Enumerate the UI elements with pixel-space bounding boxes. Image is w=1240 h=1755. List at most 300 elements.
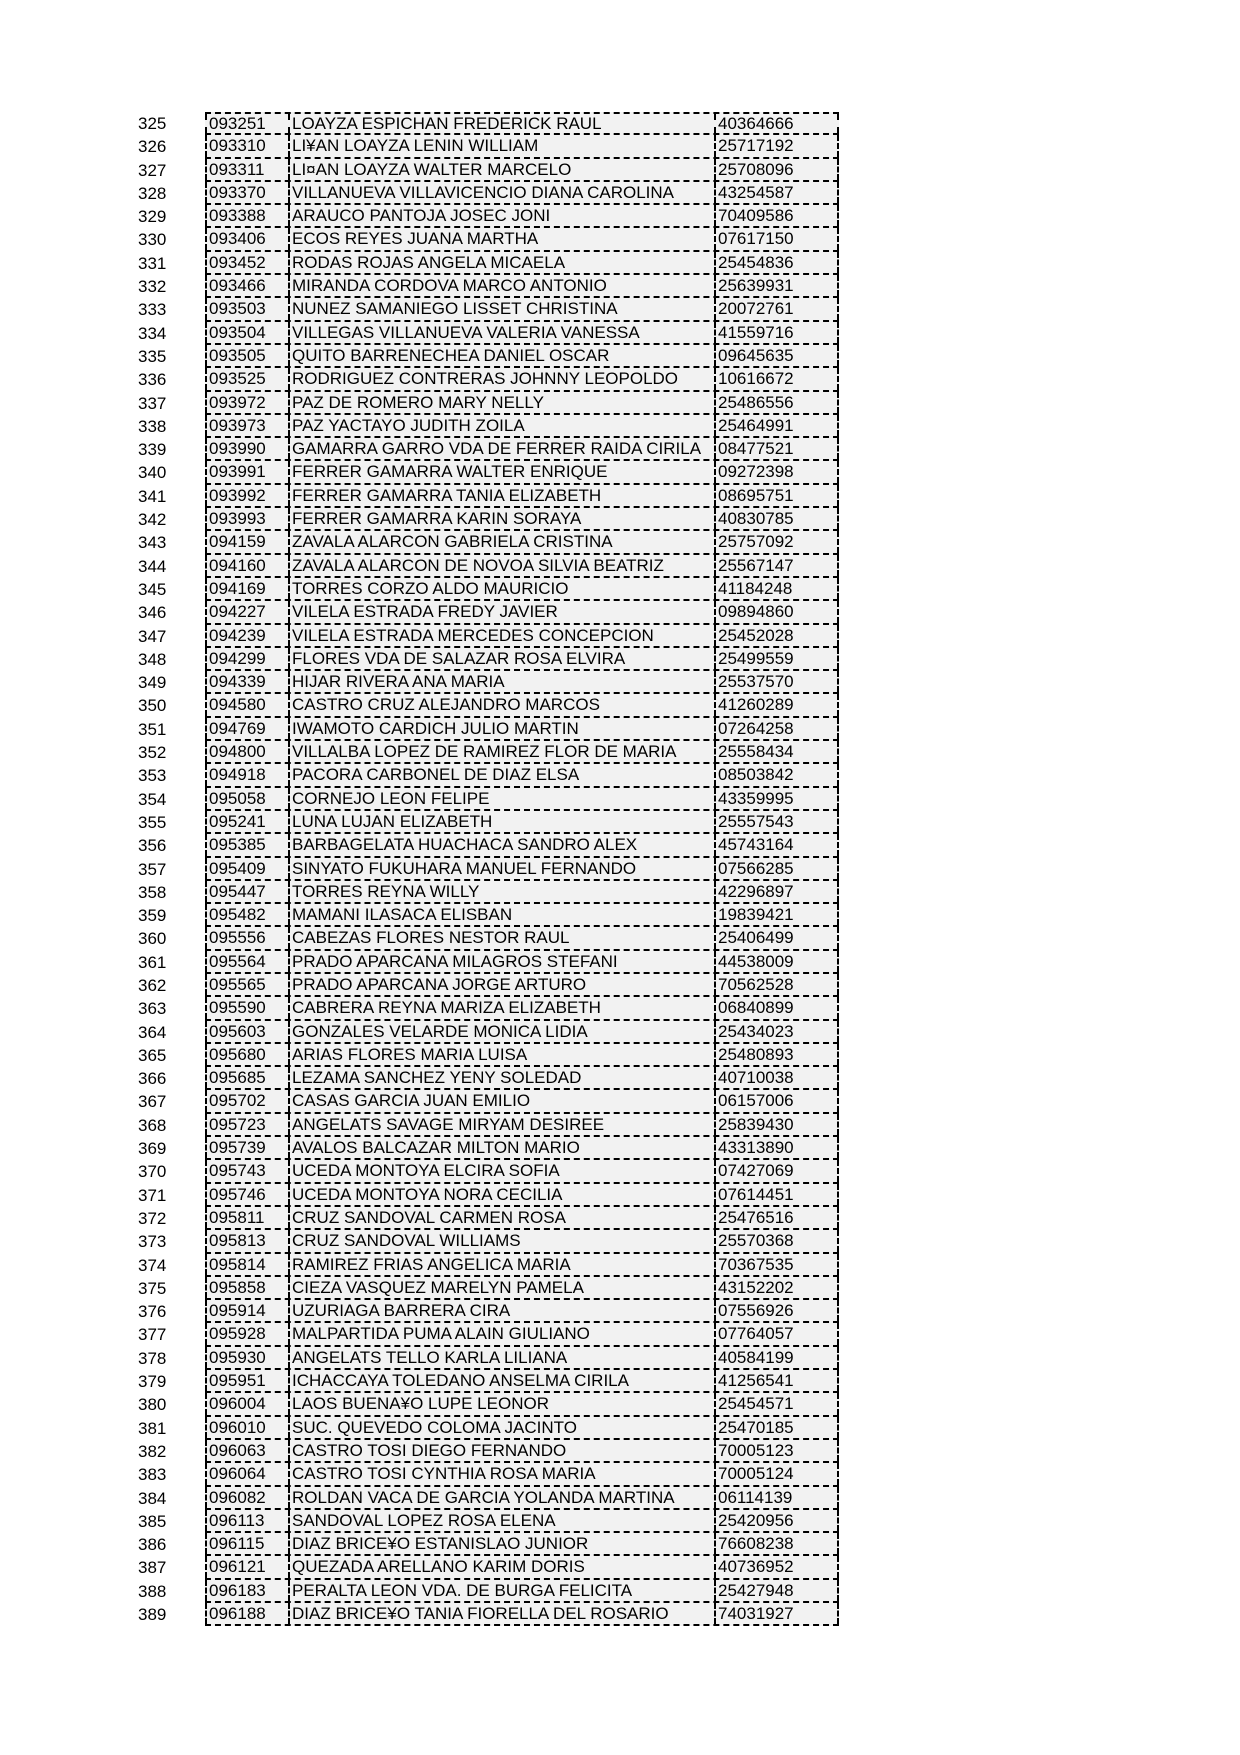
name-cell: TORRES REYNA WILLY (288, 881, 714, 902)
code-cell: 095590 (205, 997, 288, 1018)
row-number: 334 (138, 323, 167, 343)
table-row (0, 228, 1240, 251)
code-cell: 095058 (205, 788, 288, 809)
row-cells (205, 1603, 839, 1626)
code-cell: 096115 (205, 1533, 288, 1554)
table-row (0, 1440, 1240, 1463)
document-number-cell: 44538009 (714, 951, 839, 972)
code-cell: 093251 (205, 114, 288, 133)
row-cells (205, 1463, 839, 1486)
document-number-cell: 25406499 (714, 927, 839, 948)
name-cell: MALPARTIDA PUMA ALAIN GIULIANO (288, 1323, 714, 1344)
code-cell: 095858 (205, 1277, 288, 1298)
name-cell: CORNEJO LEON FELIPE (288, 788, 714, 809)
row-number: 333 (138, 300, 167, 320)
table-row (0, 1137, 1240, 1160)
table-row (0, 811, 1240, 834)
table-row (0, 1044, 1240, 1067)
code-cell: 094239 (205, 625, 288, 646)
document-number-cell: 08503842 (714, 764, 839, 785)
row-number: 378 (138, 1348, 167, 1368)
name-cell: PAZ DE ROMERO MARY NELLY (288, 392, 714, 413)
row-cells (205, 811, 839, 834)
document-number-cell: 70005123 (714, 1440, 839, 1461)
name-cell: UZURIAGA BARRERA CIRA (288, 1300, 714, 1321)
document-number-cell: 41256541 (714, 1370, 839, 1391)
code-cell: 093991 (205, 461, 288, 482)
code-cell: 093993 (205, 508, 288, 529)
code-cell: 096010 (205, 1417, 288, 1438)
table-row (0, 275, 1240, 298)
row-cells (205, 718, 839, 741)
row-number: 381 (138, 1418, 167, 1438)
document-number-cell: 25420956 (714, 1510, 839, 1531)
document-number-cell: 25537570 (714, 671, 839, 692)
document-number-cell: 25434023 (714, 1021, 839, 1042)
row-number: 362 (138, 975, 167, 995)
table-row (0, 345, 1240, 368)
name-cell: MIRANDA CORDOVA MARCO ANTONIO (288, 275, 714, 296)
code-cell: 095482 (205, 904, 288, 925)
code-cell: 093992 (205, 485, 288, 506)
row-number: 348 (138, 649, 167, 669)
row-number: 371 (138, 1185, 167, 1205)
table-row (0, 531, 1240, 554)
row-cells (205, 1300, 839, 1323)
row-cells (205, 345, 839, 368)
code-cell: 094160 (205, 555, 288, 576)
document-number-cell: 06157006 (714, 1090, 839, 1111)
code-cell: 095813 (205, 1230, 288, 1251)
document-number-cell: 25476516 (714, 1207, 839, 1228)
row-number: 367 (138, 1092, 167, 1112)
name-cell: ARIAS FLORES MARIA LUISA (288, 1044, 714, 1065)
code-cell: 093310 (205, 135, 288, 156)
row-cells (205, 974, 839, 997)
code-cell: 094339 (205, 671, 288, 692)
table-row (0, 1556, 1240, 1579)
document-number-cell: 70367535 (714, 1254, 839, 1275)
name-cell: MAMANI ILASACA ELISBAN (288, 904, 714, 925)
code-cell: 093406 (205, 228, 288, 249)
code-cell: 095385 (205, 834, 288, 855)
row-number: 380 (138, 1395, 167, 1415)
document-number-cell: 07556926 (714, 1300, 839, 1321)
row-number: 383 (138, 1465, 167, 1485)
code-cell: 094159 (205, 531, 288, 552)
data-table (0, 112, 1240, 1626)
name-cell: CIEZA VASQUEZ MARELYN PAMELA (288, 1277, 714, 1298)
code-cell: 093388 (205, 205, 288, 226)
row-number: 358 (138, 882, 167, 902)
document-number-cell: 25454836 (714, 252, 839, 273)
row-number: 379 (138, 1372, 167, 1392)
document-number-cell: 25480893 (714, 1044, 839, 1065)
table-row (0, 1393, 1240, 1416)
name-cell: FERRER GAMARRA WALTER ENRIQUE (288, 461, 714, 482)
code-cell: 096064 (205, 1463, 288, 1484)
name-cell: SINYATO FUKUHARA MANUEL FERNANDO (288, 858, 714, 879)
row-number: 332 (138, 277, 167, 297)
document-number-cell: 19839421 (714, 904, 839, 925)
name-cell: PRADO APARCANA MILAGROS STEFANI (288, 951, 714, 972)
document-number-cell: 06114139 (714, 1487, 839, 1508)
document-number-cell: 09645635 (714, 345, 839, 366)
document-number-cell: 25567147 (714, 555, 839, 576)
row-cells (205, 1417, 839, 1440)
row-cells (205, 508, 839, 531)
name-cell: ZAVALA ALARCON DE NOVOA SILVIA BEATRIZ (288, 555, 714, 576)
row-number: 342 (138, 510, 167, 530)
row-number: 366 (138, 1069, 167, 1089)
name-cell: PACORA CARBONEL DE DIAZ ELSA (288, 764, 714, 785)
document-number-cell: 43254587 (714, 182, 839, 203)
table-row (0, 485, 1240, 508)
table-row (0, 159, 1240, 182)
row-cells (205, 997, 839, 1020)
document-number-cell: 70005124 (714, 1463, 839, 1484)
name-cell: CASAS GARCIA JUAN EMILIO (288, 1090, 714, 1111)
document-number-cell: 70562528 (714, 974, 839, 995)
row-cells (205, 275, 839, 298)
code-cell: 095739 (205, 1137, 288, 1158)
row-cells (205, 1207, 839, 1230)
name-cell: CABEZAS FLORES NESTOR RAUL (288, 927, 714, 948)
name-cell: VILLEGAS VILLANUEVA VALERIA VANESSA (288, 322, 714, 343)
code-cell: 096188 (205, 1603, 288, 1624)
table-row (0, 415, 1240, 438)
row-number: 351 (138, 719, 167, 739)
table-row (0, 974, 1240, 997)
document-number-cell: 07566285 (714, 858, 839, 879)
code-cell: 095746 (205, 1184, 288, 1205)
document-number-cell: 07427069 (714, 1160, 839, 1181)
name-cell: HIJAR RIVERA ANA MARIA (288, 671, 714, 692)
code-cell: 095928 (205, 1323, 288, 1344)
name-cell: DIAZ BRICE¥O TANIA FIORELLA DEL ROSARIO (288, 1603, 714, 1624)
table-row (0, 858, 1240, 881)
row-number: 330 (138, 230, 167, 250)
document-number-cell: 43313890 (714, 1137, 839, 1158)
row-cells (205, 531, 839, 554)
document-number-cell: 40584199 (714, 1347, 839, 1368)
table-row (0, 322, 1240, 345)
row-number: 346 (138, 603, 167, 623)
row-number: 368 (138, 1115, 167, 1135)
row-number: 349 (138, 673, 167, 693)
row-cells (205, 1323, 839, 1346)
table-row (0, 718, 1240, 741)
table-row (0, 1487, 1240, 1510)
code-cell: 093503 (205, 298, 288, 319)
document-number-cell: 74031927 (714, 1603, 839, 1624)
table-row (0, 1184, 1240, 1207)
row-cells (205, 741, 839, 764)
row-cells (205, 182, 839, 205)
row-cells (205, 112, 839, 135)
row-cells (205, 298, 839, 321)
row-cells (205, 1580, 839, 1603)
row-number: 352 (138, 743, 167, 763)
table-row (0, 252, 1240, 275)
code-cell: 095241 (205, 811, 288, 832)
row-cells (205, 159, 839, 182)
code-cell: 093466 (205, 275, 288, 296)
row-cells (205, 1556, 839, 1579)
table-row (0, 1067, 1240, 1090)
row-cells (205, 927, 839, 950)
table-row (0, 508, 1240, 531)
row-number: 388 (138, 1581, 167, 1601)
row-number: 386 (138, 1535, 167, 1555)
row-cells (205, 1114, 839, 1137)
row-cells (205, 1487, 839, 1510)
row-number: 365 (138, 1045, 167, 1065)
table-row (0, 1580, 1240, 1603)
table-row (0, 392, 1240, 415)
document-number-cell: 20072761 (714, 298, 839, 319)
row-number: 370 (138, 1162, 167, 1182)
code-cell: 094769 (205, 718, 288, 739)
table-row (0, 834, 1240, 857)
code-cell: 094918 (205, 764, 288, 785)
code-cell: 096063 (205, 1440, 288, 1461)
row-number: 336 (138, 370, 167, 390)
row-cells (205, 1090, 839, 1113)
document-number-cell: 70409586 (714, 205, 839, 226)
document-number-cell: 42296897 (714, 881, 839, 902)
code-cell: 095914 (205, 1300, 288, 1321)
name-cell: QUEZADA ARELLANO KARIM DORIS (288, 1556, 714, 1577)
row-number: 360 (138, 929, 167, 949)
row-cells (205, 1254, 839, 1277)
row-number: 339 (138, 440, 167, 460)
document-number-cell: 41260289 (714, 694, 839, 715)
row-cells (205, 555, 839, 578)
row-number: 345 (138, 579, 167, 599)
name-cell: TORRES CORZO ALDO MAURICIO (288, 578, 714, 599)
name-cell: FERRER GAMARRA KARIN SORAYA (288, 508, 714, 529)
name-cell: CASTRO CRUZ ALEJANDRO MARCOS (288, 694, 714, 715)
row-cells (205, 1044, 839, 1067)
table-row (0, 764, 1240, 787)
name-cell: ARAUCO PANTOJA JOSEC JONI (288, 205, 714, 226)
table-row (0, 461, 1240, 484)
code-cell: 096121 (205, 1556, 288, 1577)
code-cell: 093370 (205, 182, 288, 203)
table-row (0, 1254, 1240, 1277)
name-cell: FLORES VDA DE SALAZAR ROSA ELVIRA (288, 648, 714, 669)
row-number: 338 (138, 416, 167, 436)
row-number: 363 (138, 999, 167, 1019)
row-cells (205, 135, 839, 158)
table-row (0, 788, 1240, 811)
code-cell: 095743 (205, 1160, 288, 1181)
row-number: 374 (138, 1255, 167, 1275)
table-row (0, 555, 1240, 578)
code-cell: 093505 (205, 345, 288, 366)
row-number: 389 (138, 1605, 167, 1624)
row-number: 375 (138, 1278, 167, 1298)
table-row (0, 671, 1240, 694)
name-cell: SANDOVAL LOPEZ ROSA ELENA (288, 1510, 714, 1531)
document-number-cell: 25470185 (714, 1417, 839, 1438)
table-row (0, 578, 1240, 601)
name-cell: FERRER GAMARRA TANIA ELIZABETH (288, 485, 714, 506)
code-cell: 094800 (205, 741, 288, 762)
name-cell: AVALOS BALCAZAR MILTON MARIO (288, 1137, 714, 1158)
row-number: 355 (138, 812, 167, 832)
table-row (0, 1323, 1240, 1346)
document-number-cell: 07614451 (714, 1184, 839, 1205)
code-cell: 096183 (205, 1580, 288, 1601)
document-number-cell: 25639931 (714, 275, 839, 296)
code-cell: 094580 (205, 694, 288, 715)
document-number-cell: 43152202 (714, 1277, 839, 1298)
table-row (0, 1090, 1240, 1113)
document-number-cell: 40830785 (714, 508, 839, 529)
document-number-cell: 40736952 (714, 1556, 839, 1577)
row-cells (205, 1184, 839, 1207)
row-number: 387 (138, 1558, 167, 1578)
name-cell: VILELA ESTRADA MERCEDES CONCEPCION (288, 625, 714, 646)
name-cell: PERALTA LEON VDA. DE BURGA FELICITA (288, 1580, 714, 1601)
document-number-cell: 25486556 (714, 392, 839, 413)
code-cell: 095565 (205, 974, 288, 995)
name-cell: PRADO APARCANA JORGE ARTURO (288, 974, 714, 995)
name-cell: ICHACCAYA TOLEDANO ANSELMA CIRILA (288, 1370, 714, 1391)
code-cell: 093504 (205, 322, 288, 343)
code-cell: 094169 (205, 578, 288, 599)
table-row (0, 927, 1240, 950)
row-cells (205, 764, 839, 787)
table-row (0, 1533, 1240, 1556)
row-number: 337 (138, 393, 167, 413)
row-number: 341 (138, 486, 167, 506)
table-row (0, 625, 1240, 648)
row-number: 331 (138, 253, 167, 273)
code-cell: 095951 (205, 1370, 288, 1391)
code-cell: 093452 (205, 252, 288, 273)
code-cell: 096113 (205, 1510, 288, 1531)
name-cell: CASTRO TOSI DIEGO FERNANDO (288, 1440, 714, 1461)
document-number-cell: 08477521 (714, 438, 839, 459)
code-cell: 093973 (205, 415, 288, 436)
row-number: 382 (138, 1441, 167, 1461)
code-cell: 095556 (205, 927, 288, 948)
table-row (0, 135, 1240, 158)
table-row (0, 694, 1240, 717)
name-cell: UCEDA MONTOYA NORA CECILIA (288, 1184, 714, 1205)
document-number-cell: 43359995 (714, 788, 839, 809)
row-cells (205, 1533, 839, 1556)
row-number: 359 (138, 906, 167, 926)
row-cells (205, 1440, 839, 1463)
table-row (0, 601, 1240, 624)
code-cell: 093972 (205, 392, 288, 413)
document-number-cell: 25757092 (714, 531, 839, 552)
row-number: 353 (138, 766, 167, 786)
code-cell: 095811 (205, 1207, 288, 1228)
name-cell: RAMIREZ FRIAS ANGELICA MARIA (288, 1254, 714, 1275)
name-cell: LI¤AN LOAYZA WALTER MARCELO (288, 159, 714, 180)
table-row (0, 1603, 1240, 1626)
row-cells (205, 671, 839, 694)
table-row (0, 1510, 1240, 1533)
row-number: 356 (138, 836, 167, 856)
row-cells (205, 438, 839, 461)
table-row (0, 1160, 1240, 1183)
row-number: 328 (138, 183, 167, 203)
name-cell: ANGELATS SAVAGE MIRYAM DESIREE (288, 1114, 714, 1135)
code-cell: 095685 (205, 1067, 288, 1088)
document-number-cell: 25557543 (714, 811, 839, 832)
row-number: 361 (138, 952, 167, 972)
row-cells (205, 1021, 839, 1044)
name-cell: RODRIGUEZ CONTRERAS JOHNNY LEOPOLDO (288, 368, 714, 389)
code-cell: 096082 (205, 1487, 288, 1508)
document-number-cell: 06840899 (714, 997, 839, 1018)
row-cells (205, 415, 839, 438)
table-row (0, 298, 1240, 321)
row-cells (205, 205, 839, 228)
row-number: 364 (138, 1022, 167, 1042)
code-cell: 096004 (205, 1393, 288, 1414)
name-cell: ECOS REYES JUANA MARTHA (288, 228, 714, 249)
name-cell: ZAVALA ALARCON GABRIELA CRISTINA (288, 531, 714, 552)
name-cell: VILLANUEVA VILLAVICENCIO DIANA CAROLINA (288, 182, 714, 203)
row-cells (205, 694, 839, 717)
row-cells (205, 951, 839, 974)
table-row (0, 1417, 1240, 1440)
row-number: 340 (138, 463, 167, 483)
document-number-cell: 25427948 (714, 1580, 839, 1601)
row-cells (205, 788, 839, 811)
document-number-cell: 25454571 (714, 1393, 839, 1414)
row-cells (205, 881, 839, 904)
row-number: 326 (138, 137, 167, 157)
table-row (0, 1277, 1240, 1300)
row-number: 369 (138, 1139, 167, 1159)
table-row (0, 1370, 1240, 1393)
code-cell: 095930 (205, 1347, 288, 1368)
row-cells (205, 1370, 839, 1393)
document-number-cell: 40364666 (714, 114, 839, 133)
document-number-cell: 25717192 (714, 135, 839, 156)
name-cell: CRUZ SANDOVAL CARMEN ROSA (288, 1207, 714, 1228)
code-cell: 095814 (205, 1254, 288, 1275)
row-number: 376 (138, 1302, 167, 1322)
name-cell: VILELA ESTRADA FREDY JAVIER (288, 601, 714, 622)
name-cell: LAOS BUENA¥O LUPE LEONOR (288, 1393, 714, 1414)
name-cell: VILLALBA LOPEZ DE RAMIREZ FLOR DE MARIA (288, 741, 714, 762)
row-cells (205, 392, 839, 415)
document-number-cell: 07617150 (714, 228, 839, 249)
table-row (0, 1230, 1240, 1253)
row-cells (205, 858, 839, 881)
name-cell: BARBAGELATA HUACHACA SANDRO ALEX (288, 834, 714, 855)
table-row (0, 904, 1240, 927)
name-cell: SUC. QUEVEDO COLOMA JACINTO (288, 1417, 714, 1438)
document-number-cell: 09894860 (714, 601, 839, 622)
row-number: 357 (138, 859, 167, 879)
document-number-cell: 08695751 (714, 485, 839, 506)
row-cells (205, 252, 839, 275)
name-cell: GONZALES VELARDE MONICA LIDIA (288, 1021, 714, 1042)
name-cell: UCEDA MONTOYA ELCIRA SOFIA (288, 1160, 714, 1181)
table-row (0, 648, 1240, 671)
row-cells (205, 228, 839, 251)
